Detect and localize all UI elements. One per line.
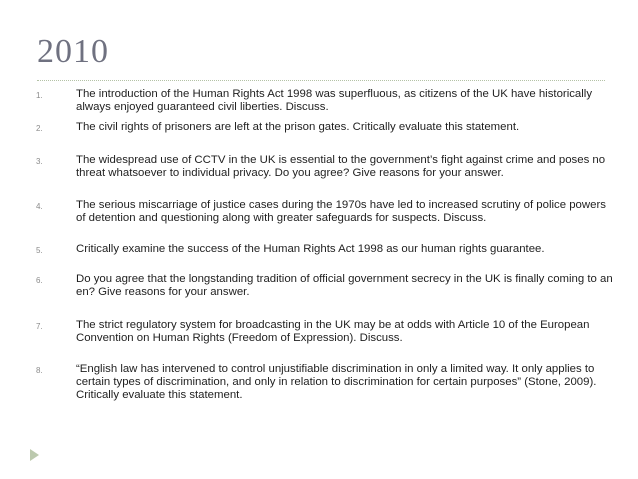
- list-item: [36, 319, 616, 363]
- item-number: 1.: [36, 91, 43, 100]
- item-number: 5.: [36, 246, 43, 255]
- item-text: Critically examine the success of the Human Rights Act 1998 as our human rights guarantee.: [76, 243, 545, 255]
- list-item: [36, 199, 616, 243]
- item-text: The strict regulatory system for broadcasting in the UK may be at odds with Article 10 of the European Convention on Human Rights (Freedom of Expression). Discuss.: [76, 319, 590, 344]
- item-text: The introduction of the Human Rights Act 1998 was superfluous, as citizens of the UK have historically always enjoyed guaranteed civil liberties. Discuss.: [76, 88, 593, 113]
- list-item: [36, 363, 616, 407]
- list-item: [36, 88, 616, 121]
- item-text: “English law has intervened to control unjustifiable discrimination in only a limited way. It only applies to certain types of discrimination, and only in relation to discrimination for certain purposes” (Stone, 2009). Critically evaluate this statement.: [76, 363, 597, 401]
- list-item: [36, 273, 616, 319]
- list-item: [36, 154, 616, 199]
- title-divider: [37, 80, 605, 81]
- list-item: [36, 121, 616, 154]
- list-item: [36, 243, 616, 273]
- item-text: Do you agree that the longstanding tradition of official government secrecy in the UK is finally coming to an en? Give reasons for your answer.: [76, 273, 613, 298]
- item-number: 7.: [36, 322, 43, 331]
- item-text: The civil rights of prisoners are left at the prison gates. Critically evaluate this statement.: [76, 121, 520, 133]
- item-number: 3.: [36, 157, 43, 166]
- question-list: [36, 88, 616, 407]
- item-number: 8.: [36, 366, 43, 375]
- item-number: 4.: [36, 202, 43, 211]
- item-text: The serious miscarriage of justice cases during the 1970s have led to increased scrutiny of police powers of detention and questioning along with greater safeguards for suspects. Discuss.: [76, 199, 606, 224]
- item-number: 2.: [36, 124, 43, 133]
- item-number: 6.: [36, 276, 43, 285]
- slide-title: 2010: [37, 33, 109, 70]
- item-text: The widespread use of CCTV in the UK is essential to the government’s fight against crime and poses no threat whatsoever to individual privacy. Do you agree? Give reasons for your answer.: [76, 154, 606, 179]
- triangle-right-icon: [30, 449, 39, 461]
